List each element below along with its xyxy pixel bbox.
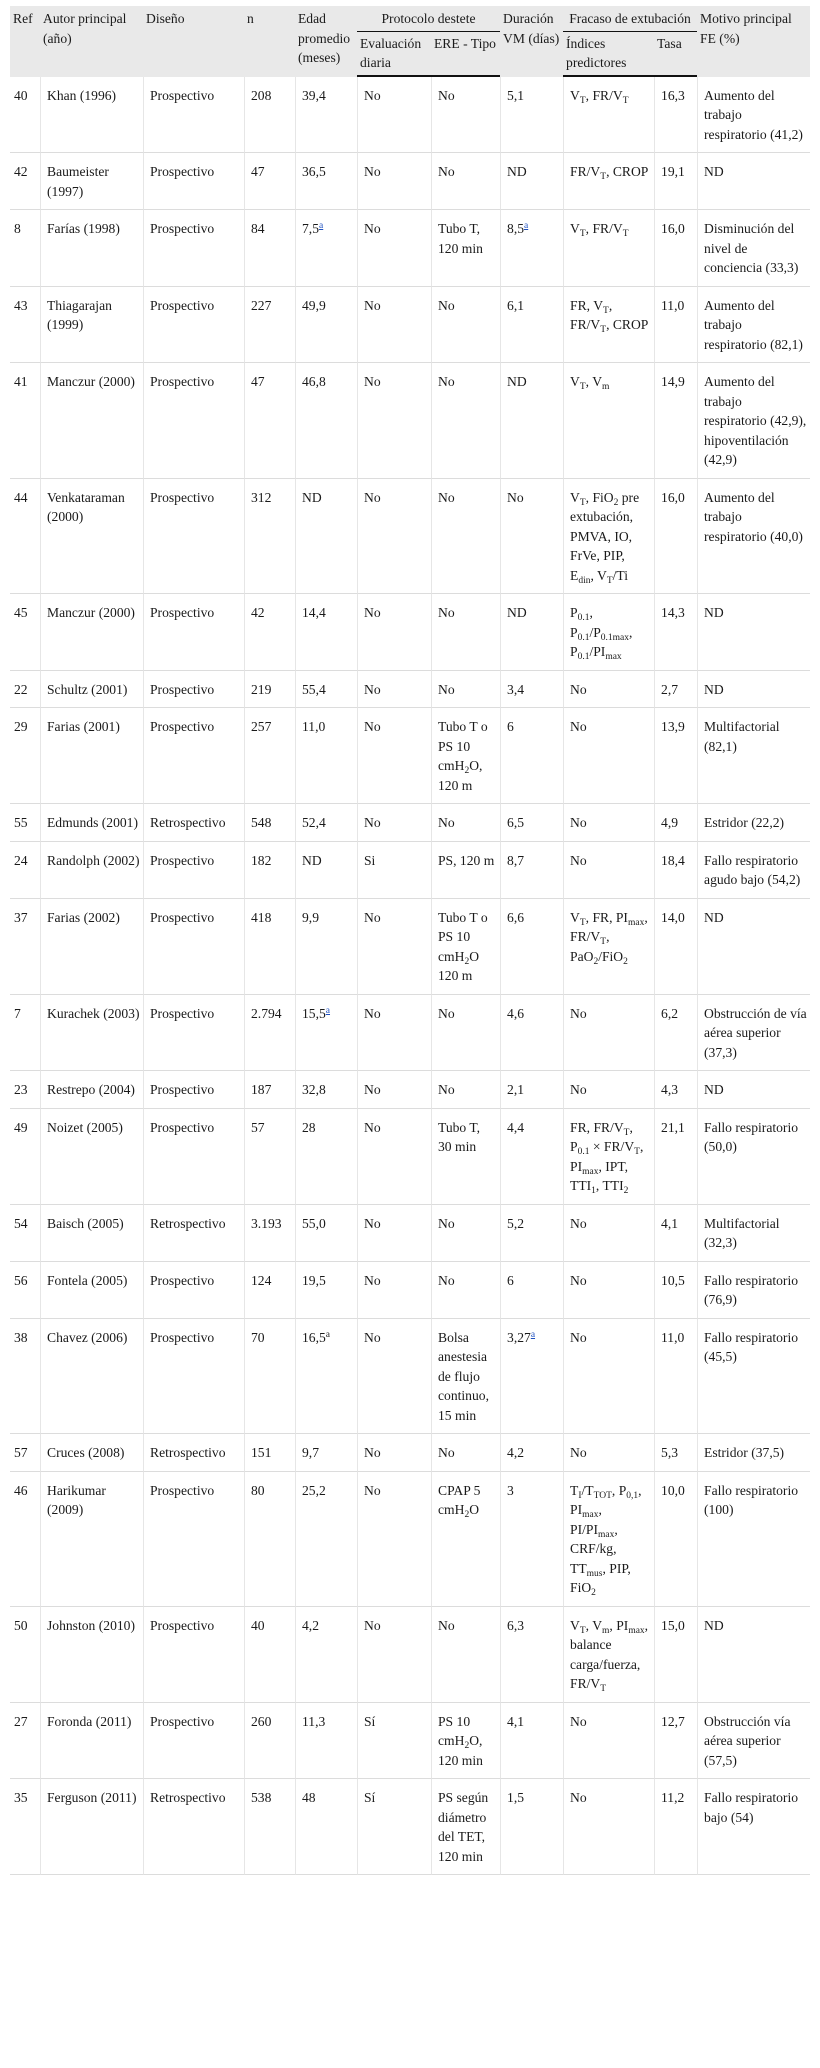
cell-evaluacion: No <box>357 1607 431 1703</box>
table-row <box>10 594 810 671</box>
table-row <box>10 1262 810 1319</box>
cell-autor: Chavez (2006) <box>40 1319 143 1435</box>
cell-tasa: 19,1 <box>654 153 697 210</box>
header-n: n <box>244 6 295 77</box>
header-fracaso: Fracaso de extubación <box>563 6 697 31</box>
cell-indices: No <box>563 1434 654 1472</box>
cell-diseno: Prospectivo <box>143 153 244 210</box>
cell-tasa: 4,1 <box>654 1205 697 1262</box>
cell-tasa: 21,1 <box>654 1109 697 1205</box>
cell-ref: 43 <box>10 287 40 364</box>
cell-motivo: Fallo respiratorio (100) <box>697 1472 810 1607</box>
cell-autor: Venkataraman (2000) <box>40 479 143 595</box>
cell-motivo: Fallo respiratorio (50,0) <box>697 1109 810 1205</box>
cell-indices: No <box>563 671 654 709</box>
cell-evaluacion: No <box>357 1319 431 1435</box>
table-row <box>10 1071 810 1109</box>
extubation-studies-table <box>10 6 810 1875</box>
cell-n: 227 <box>244 287 295 364</box>
cell-motivo: Obstrucción de vía aérea superior (37,3) <box>697 995 810 1072</box>
cell-motivo: ND <box>697 671 810 709</box>
cell-motivo: Aumento del trabajo respiratorio (42,9), hipoventilación (42,9) <box>697 363 810 479</box>
cell-ref: 7 <box>10 995 40 1072</box>
header-evaluacion: Evaluación diaria <box>357 31 431 77</box>
cell-evaluacion: No <box>357 1109 431 1205</box>
cell-tasa: 14,9 <box>654 363 697 479</box>
cell-duracion: 3,27$^a$ <box>500 1319 563 1435</box>
cell-edad: 39,4 <box>295 77 357 154</box>
cell-ere: No <box>431 1262 500 1319</box>
cell-tasa: 4,9 <box>654 804 697 842</box>
cell-tasa: 14,0 <box>654 899 697 995</box>
cell-edad: 36,5 <box>295 153 357 210</box>
cell-tasa: 10,5 <box>654 1262 697 1319</box>
cell-duracion: 4,2 <box>500 1434 563 1472</box>
cell-tasa: 16,3 <box>654 77 697 154</box>
cell-evaluacion: No <box>357 1262 431 1319</box>
cell-ere: CPAP 5 cmH$_2$O <box>431 1472 500 1607</box>
header-edad: Edad promedio (meses) <box>295 6 357 77</box>
cell-ere: Tubo T, 120 min <box>431 210 500 287</box>
cell-tasa: 16,0 <box>654 479 697 595</box>
cell-autor: Kurachek (2003) <box>40 995 143 1072</box>
cell-duracion: 4,6 <box>500 995 563 1072</box>
cell-n: 548 <box>244 804 295 842</box>
cell-indices: FR, $V_T$, $FR/V_T$, CROP <box>563 287 654 364</box>
cell-diseno: Prospectivo <box>143 210 244 287</box>
cell-indices: No <box>563 1319 654 1435</box>
table-row <box>10 1472 810 1607</box>
cell-diseno: Prospectivo <box>143 1607 244 1703</box>
cell-ref: 40 <box>10 77 40 154</box>
cell-duracion: 3,4 <box>500 671 563 709</box>
header-tasa: Tasa <box>654 31 697 77</box>
cell-evaluacion: No <box>357 479 431 595</box>
cell-ere: No <box>431 363 500 479</box>
cell-ref: 35 <box>10 1779 40 1875</box>
cell-ere: No <box>431 995 500 1072</box>
table-row <box>10 153 810 210</box>
cell-ref: 24 <box>10 842 40 899</box>
cell-edad: 19,5 <box>295 1262 357 1319</box>
cell-edad: 32,8 <box>295 1071 357 1109</box>
cell-n: 40 <box>244 1607 295 1703</box>
cell-tasa: 6,2 <box>654 995 697 1072</box>
table-row <box>10 899 810 995</box>
cell-evaluacion: No <box>357 153 431 210</box>
cell-autor: Schultz (2001) <box>40 671 143 709</box>
cell-duracion: 5,1 <box>500 77 563 154</box>
cell-ref: 56 <box>10 1262 40 1319</box>
cell-indices: FR, $FR/V_T$, $P_{0.1} \times FR/V_T$, $PI_{max}$, IPT, $TTI_1$, $TTI_2$ <box>563 1109 654 1205</box>
cell-edad: 14,4 <box>295 594 357 671</box>
cell-autor: Manczur (2000) <box>40 363 143 479</box>
cell-indices: No <box>563 1205 654 1262</box>
cell-autor: Farías (1998) <box>40 210 143 287</box>
table-row <box>10 1607 810 1703</box>
cell-duracion: 4,4 <box>500 1109 563 1205</box>
cell-duracion: 6,1 <box>500 287 563 364</box>
cell-duracion: 1,5 <box>500 1779 563 1875</box>
cell-edad: ND <box>295 479 357 595</box>
cell-motivo: Estridor (37,5) <box>697 1434 810 1472</box>
cell-ref: 46 <box>10 1472 40 1607</box>
cell-ere: Tubo T o PS 10 cmH$_2$O 120 m <box>431 899 500 995</box>
cell-ref: 57 <box>10 1434 40 1472</box>
cell-ref: 54 <box>10 1205 40 1262</box>
cell-n: 538 <box>244 1779 295 1875</box>
cell-ere: No <box>431 671 500 709</box>
cell-motivo: Multifactorial (82,1) <box>697 708 810 804</box>
cell-edad: 15,5$^a$ <box>295 995 357 1072</box>
cell-duracion: ND <box>500 363 563 479</box>
cell-ref: 23 <box>10 1071 40 1109</box>
table-row <box>10 804 810 842</box>
cell-tasa: 11,0 <box>654 1319 697 1435</box>
cell-autor: Edmunds (2001) <box>40 804 143 842</box>
cell-edad: 7,5$^a$ <box>295 210 357 287</box>
cell-tasa: 16,0 <box>654 210 697 287</box>
cell-tasa: 14,3 <box>654 594 697 671</box>
cell-edad: 46,8 <box>295 363 357 479</box>
cell-ref: 44 <box>10 479 40 595</box>
cell-duracion: ND <box>500 594 563 671</box>
cell-ref: 49 <box>10 1109 40 1205</box>
cell-indices: No <box>563 804 654 842</box>
cell-diseno: Retrospectivo <box>143 1434 244 1472</box>
table-body <box>10 77 810 1876</box>
cell-duracion: 6 <box>500 708 563 804</box>
cell-autor: Baumeister (1997) <box>40 153 143 210</box>
cell-autor: Randolph (2002) <box>40 842 143 899</box>
cell-edad: 28 <box>295 1109 357 1205</box>
cell-autor: Farias (2002) <box>40 899 143 995</box>
cell-ref: 41 <box>10 363 40 479</box>
cell-evaluacion: No <box>357 77 431 154</box>
table-row <box>10 287 810 364</box>
cell-indices: $V_T$, FiO$_2$ pre extubación, PMVA, IO, FrVe, PIP, $E_{din}$, $V_T/Ti$ <box>563 479 654 595</box>
cell-edad: 9,9 <box>295 899 357 995</box>
cell-edad: 16,5$^a$ <box>295 1319 357 1435</box>
cell-ere: No <box>431 77 500 154</box>
cell-diseno: Prospectivo <box>143 899 244 995</box>
cell-diseno: Retrospectivo <box>143 804 244 842</box>
cell-ref: 38 <box>10 1319 40 1435</box>
cell-ref: 45 <box>10 594 40 671</box>
cell-diseno: Prospectivo <box>143 1071 244 1109</box>
cell-n: 257 <box>244 708 295 804</box>
cell-evaluacion: No <box>357 210 431 287</box>
cell-diseno: Prospectivo <box>143 594 244 671</box>
cell-ref: 27 <box>10 1703 40 1780</box>
cell-ere: No <box>431 1071 500 1109</box>
cell-diseno: Prospectivo <box>143 1703 244 1780</box>
cell-evaluacion: No <box>357 594 431 671</box>
cell-autor: Johnston (2010) <box>40 1607 143 1703</box>
cell-tasa: 15,0 <box>654 1607 697 1703</box>
cell-motivo: Fallo respiratorio (45,5) <box>697 1319 810 1435</box>
cell-autor: Farias (2001) <box>40 708 143 804</box>
cell-indices: No <box>563 1703 654 1780</box>
cell-ref: 8 <box>10 210 40 287</box>
table-row <box>10 1434 810 1472</box>
cell-duracion: 4,1 <box>500 1703 563 1780</box>
cell-n: 42 <box>244 594 295 671</box>
cell-indices: $V_T$, $FR/V_T$ <box>563 77 654 154</box>
cell-n: 84 <box>244 210 295 287</box>
cell-ere: No <box>431 594 500 671</box>
cell-evaluacion: Sí <box>357 1779 431 1875</box>
cell-ere: No <box>431 479 500 595</box>
cell-n: 124 <box>244 1262 295 1319</box>
cell-motivo: Fallo respiratorio (76,9) <box>697 1262 810 1319</box>
cell-motivo: Fallo respiratorio agudo bajo (54,2) <box>697 842 810 899</box>
cell-evaluacion: No <box>357 671 431 709</box>
cell-ere: No <box>431 287 500 364</box>
cell-evaluacion: No <box>357 363 431 479</box>
cell-edad: 9,7 <box>295 1434 357 1472</box>
cell-motivo: Fallo respiratorio bajo (54) <box>697 1779 810 1875</box>
cell-ere: PS según diámetro del TET, 120 min <box>431 1779 500 1875</box>
cell-tasa: 12,7 <box>654 1703 697 1780</box>
cell-motivo: Multifactorial (32,3) <box>697 1205 810 1262</box>
cell-ref: 55 <box>10 804 40 842</box>
cell-edad: 25,2 <box>295 1472 357 1607</box>
cell-edad: ND <box>295 842 357 899</box>
cell-ere: Bolsa anestesia de flujo continuo, 15 min <box>431 1319 500 1435</box>
cell-indices: No <box>563 1071 654 1109</box>
cell-edad: 11,3 <box>295 1703 357 1780</box>
cell-ref: 42 <box>10 153 40 210</box>
cell-ere: No <box>431 1205 500 1262</box>
cell-ere: PS 10 cmH$_2$O, 120 min <box>431 1703 500 1780</box>
cell-evaluacion: No <box>357 1205 431 1262</box>
cell-motivo: Aumento del trabajo respiratorio (82,1) <box>697 287 810 364</box>
cell-ere: Tubo T, 30 min <box>431 1109 500 1205</box>
cell-n: 260 <box>244 1703 295 1780</box>
cell-evaluacion: No <box>357 1434 431 1472</box>
cell-n: 182 <box>244 842 295 899</box>
cell-diseno: Prospectivo <box>143 77 244 154</box>
cell-evaluacion: No <box>357 995 431 1072</box>
cell-autor: Noizet (2005) <box>40 1109 143 1205</box>
cell-indices: $V_T$, $V_m$ <box>563 363 654 479</box>
cell-diseno: Prospectivo <box>143 995 244 1072</box>
cell-evaluacion: No <box>357 708 431 804</box>
cell-tasa: 11,0 <box>654 287 697 364</box>
table-row <box>10 479 810 595</box>
header-motivo: Motivo principal FE (%) <box>697 6 810 77</box>
cell-edad: 11,0 <box>295 708 357 804</box>
cell-ref: 22 <box>10 671 40 709</box>
cell-n: 312 <box>244 479 295 595</box>
cell-motivo: Estridor (22,2) <box>697 804 810 842</box>
cell-n: 70 <box>244 1319 295 1435</box>
cell-indices: No <box>563 1779 654 1875</box>
cell-autor: Baisch (2005) <box>40 1205 143 1262</box>
cell-edad: 55,4 <box>295 671 357 709</box>
cell-duracion: 8,5$^a$ <box>500 210 563 287</box>
cell-tasa: 18,4 <box>654 842 697 899</box>
cell-indices: No <box>563 708 654 804</box>
header-diseno: Diseño <box>143 6 244 77</box>
table-row <box>10 210 810 287</box>
cell-n: 151 <box>244 1434 295 1472</box>
cell-ere: No <box>431 153 500 210</box>
cell-motivo: Aumento del trabajo respiratorio (40,0) <box>697 479 810 595</box>
cell-diseno: Prospectivo <box>143 1472 244 1607</box>
table-row <box>10 1205 810 1262</box>
cell-motivo: Disminución del nivel de conciencia (33,3) <box>697 210 810 287</box>
cell-duracion: ND <box>500 153 563 210</box>
cell-motivo: Aumento del trabajo respiratorio (41,2) <box>697 77 810 154</box>
cell-motivo: ND <box>697 594 810 671</box>
table-row <box>10 1109 810 1205</box>
cell-edad: 52,4 <box>295 804 357 842</box>
table-row <box>10 708 810 804</box>
cell-indices: $P_{0.1}$, $P_{0.1}/P_{0.1max}$, $P_{0.1}/PI_{max}$ <box>563 594 654 671</box>
cell-duracion: 6 <box>500 1262 563 1319</box>
cell-ere: No <box>431 804 500 842</box>
cell-ere: Tubo T o PS 10 cmH$_2$O, 120 m <box>431 708 500 804</box>
table-row <box>10 1703 810 1780</box>
cell-indices: No <box>563 1262 654 1319</box>
table-row <box>10 842 810 899</box>
cell-evaluacion: No <box>357 287 431 364</box>
cell-diseno: Prospectivo <box>143 363 244 479</box>
cell-ere: No <box>431 1434 500 1472</box>
cell-n: 208 <box>244 77 295 154</box>
cell-autor: Cruces (2008) <box>40 1434 143 1472</box>
cell-motivo: ND <box>697 1071 810 1109</box>
cell-diseno: Prospectivo <box>143 1319 244 1435</box>
cell-diseno: Prospectivo <box>143 479 244 595</box>
table-row <box>10 1319 810 1435</box>
cell-duracion: 6,6 <box>500 899 563 995</box>
table-header <box>10 6 810 77</box>
header-autor: Autor principal (año) <box>40 6 143 77</box>
cell-diseno: Prospectivo <box>143 842 244 899</box>
header-ref: Ref <box>10 6 40 77</box>
cell-n: 418 <box>244 899 295 995</box>
table-row <box>10 77 810 154</box>
cell-diseno: Prospectivo <box>143 287 244 364</box>
cell-duracion: 6,3 <box>500 1607 563 1703</box>
cell-n: 47 <box>244 153 295 210</box>
cell-indices: $V_T$, FR, $PI_{max}$, $FR/V_T$, PaO$_2$/FiO$_2$ <box>563 899 654 995</box>
cell-edad: 48 <box>295 1779 357 1875</box>
cell-duracion: No <box>500 479 563 595</box>
cell-autor: Foronda (2011) <box>40 1703 143 1780</box>
cell-evaluacion: No <box>357 1071 431 1109</box>
cell-n: 3.193 <box>244 1205 295 1262</box>
header-duracion: Duración VM (días) <box>500 6 563 77</box>
table-row <box>10 363 810 479</box>
header-indices: Índices predictores <box>563 31 654 77</box>
cell-evaluacion: No <box>357 899 431 995</box>
cell-tasa: 4,3 <box>654 1071 697 1109</box>
cell-ref: 50 <box>10 1607 40 1703</box>
cell-indices: $V_T$, $FR/V_T$ <box>563 210 654 287</box>
cell-ref: 29 <box>10 708 40 804</box>
cell-tasa: 11,2 <box>654 1779 697 1875</box>
cell-autor: Harikumar (2009) <box>40 1472 143 1607</box>
cell-edad: 55,0 <box>295 1205 357 1262</box>
cell-tasa: 2,7 <box>654 671 697 709</box>
cell-indices: $V_T$, $V_m$, $PI_{max}$, balance carga/fuerza, $FR/V_T$ <box>563 1607 654 1703</box>
cell-duracion: 5,2 <box>500 1205 563 1262</box>
cell-evaluacion: Sí <box>357 1703 431 1780</box>
cell-duracion: 6,5 <box>500 804 563 842</box>
cell-indices: $FR/V_T$, CROP <box>563 153 654 210</box>
cell-n: 47 <box>244 363 295 479</box>
cell-n: 57 <box>244 1109 295 1205</box>
table-row <box>10 995 810 1072</box>
cell-diseno: Retrospectivo <box>143 1205 244 1262</box>
cell-motivo: ND <box>697 899 810 995</box>
cell-motivo: Obstrucción vía aérea superior (57,5) <box>697 1703 810 1780</box>
cell-n: 187 <box>244 1071 295 1109</box>
header-protocolo: Protocolo destete <box>357 6 500 31</box>
header-ere: ERE - Tipo <box>431 31 500 77</box>
cell-evaluacion: Si <box>357 842 431 899</box>
cell-edad: 49,9 <box>295 287 357 364</box>
cell-diseno: Prospectivo <box>143 1109 244 1205</box>
cell-ere: PS, 120 m <box>431 842 500 899</box>
cell-indices: $T_I/T_{TOT}$, $P_{0,1}$, $PI_{max}$, $PI/PI_{max}$, CRF/kg, $TT_{mus}$, PIP, FiO$_2$ <box>563 1472 654 1607</box>
table-row <box>10 1779 810 1875</box>
cell-autor: Fontela (2005) <box>40 1262 143 1319</box>
cell-edad: 4,2 <box>295 1607 357 1703</box>
cell-diseno: Prospectivo <box>143 671 244 709</box>
cell-n: 80 <box>244 1472 295 1607</box>
cell-evaluacion: No <box>357 804 431 842</box>
cell-tasa: 5,3 <box>654 1434 697 1472</box>
cell-evaluacion: No <box>357 1472 431 1607</box>
cell-autor: Ferguson (2011) <box>40 1779 143 1875</box>
cell-tasa: 10,0 <box>654 1472 697 1607</box>
cell-diseno: Prospectivo <box>143 1262 244 1319</box>
cell-autor: Thiagarajan (1999) <box>40 287 143 364</box>
cell-duracion: 8,7 <box>500 842 563 899</box>
cell-indices: No <box>563 995 654 1072</box>
cell-autor: Khan (1996) <box>40 77 143 154</box>
cell-tasa: 13,9 <box>654 708 697 804</box>
cell-ref: 37 <box>10 899 40 995</box>
cell-duracion: 2,1 <box>500 1071 563 1109</box>
cell-motivo: ND <box>697 153 810 210</box>
table-row <box>10 671 810 709</box>
cell-diseno: Retrospectivo <box>143 1779 244 1875</box>
cell-n: 219 <box>244 671 295 709</box>
cell-autor: Manczur (2000) <box>40 594 143 671</box>
cell-ere: No <box>431 1607 500 1703</box>
cell-duracion: 3 <box>500 1472 563 1607</box>
cell-autor: Restrepo (2004) <box>40 1071 143 1109</box>
cell-motivo: ND <box>697 1607 810 1703</box>
cell-indices: No <box>563 842 654 899</box>
cell-n: 2.794 <box>244 995 295 1072</box>
cell-diseno: Prospectivo <box>143 708 244 804</box>
